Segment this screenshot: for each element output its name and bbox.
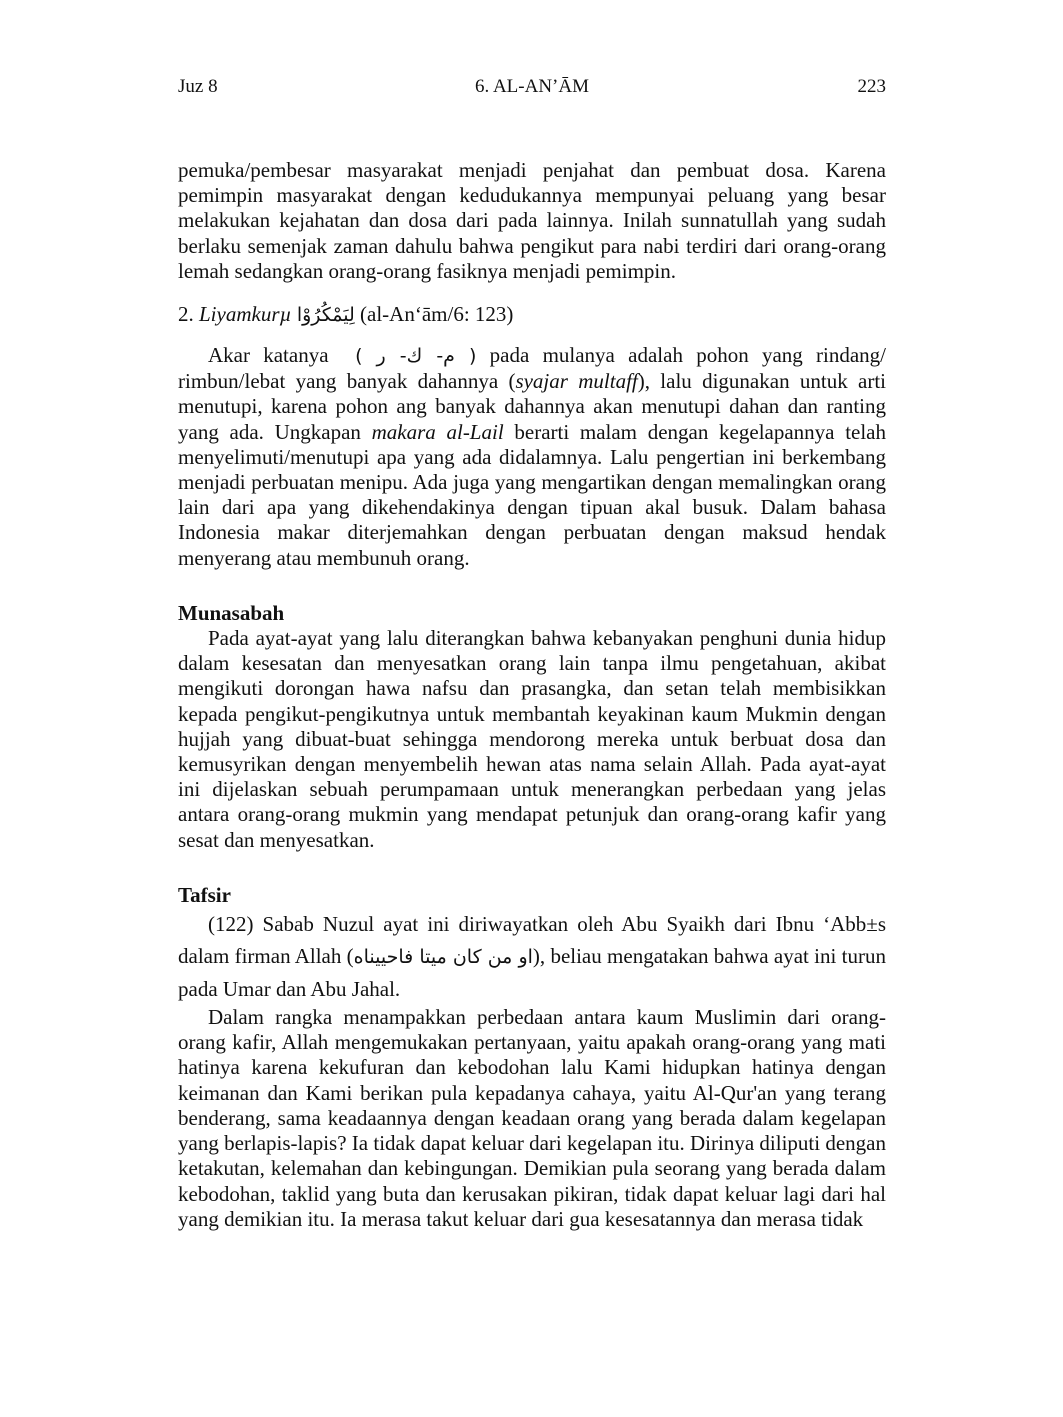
paragraph-continued: pemuka/pembesar masyarakat menjadi penjahat dan pembuat dosa. Karena pemimpin masyarakat dengan kedudukannya mempunyai peluang yang besar melakukan kejahatan dan dosa dari pada lainnya. Inilah sunnatullah yang sudah berlaku semenjak zaman dahulu bahwa pengikut para nabi terdiri dari orang-orang lemah sedangkan orang-orang fasiknya menjadi pemimpin. [178,158,886,283]
text-segment: (122) Sabab Nuzul ayat ini diriwayatkan oleh Abu Syaikh dari Ibnu ‘Abb±s dalam firman Allah ( [178,912,886,969]
tafsir-paragraph-1 [178,908,886,1005]
munasabah-paragraph: Pada ayat-ayat yang lalu diterangkan bahwa kebanyakan penghuni dunia hidup dalam kesesatan dan menyesatkan orang lain tanpa ilmu pengetahuan, akibat mengikuti dorongan hawa nafsu dan prasangka, dan setan telah membisikkan kepada pengikut-pengikutnya untuk membantah keyakinan kaum Mukmin dengan hujjah yang dibuat-buat sehingga mendorong mereka untuk berbuat dosa dan kemusyrikan dengan menyembelih hewan atas nama selain Allah. Pada ayat-ayat ini dijelaskan sebuah perumpamaan untuk menerangkan perbedaan yang jelas antara orang-orang mukmin yang mendapat petunjuk dan orang-orang kafir yang sesat dan menyesatkan. [178,626,886,852]
item-term: Liyamkurµ [199,302,292,327]
text-segment: pada mulanya adalah pohon yang rindang/ rimbun/lebat yang banyak dahannya ( [178,343,887,394]
text-segment: ), lalu digunakan untuk arti menutupi, karena pohon ang banyak dahannya akan menutupi dahan dan ranting yang ada. Ungkapan [178,369,886,444]
item-reference: (al-An‘ām/6: 123) [360,302,514,327]
italic-term: makara al-Lail [371,419,504,444]
text-segment: Akar katanya [208,343,329,368]
juz-label: Juz 8 [178,76,218,97]
italic-term: syajar multaff [515,369,638,394]
tafsir-paragraph-2: Dalam rangka menampakkan perbedaan antara kaum Muslimin dari orang-orang kafir, Allah mengemukakan pertanyaan, yaitu apakah orang-orang yang mati hatinya karena kekufuran dan kebodohan lalu Kami hidupkan hatinya dengan keimanan dan Kami berikan pula kepadanya cahaya, yaitu Al-Qur'an yang terang benderang, sama keadaannya dengan keadaan orang yang berada dalam kegelapan yang berlapis-lapis? Ia tidak dapat keluar dari kegelapan itu. Dirinya diliputi dengan ketakutan, kelemahan dan kebingungan. Demikian pula seorang yang berada dalam kebodohan, taklid yang buta dan kerusakan pikiran, tidak dapat keluar lagi dari hal yang demikian itu. Ia merasa takut keluar dari gua kesesatannya dan merasa tidak [178,1005,886,1231]
chapter-title: 6. AL-AN’ĀM [475,76,589,97]
running-header [178,76,886,102]
arabic-root: ( م- ك- ر ) [355,345,477,368]
arabic-verse: او من كان ميتا فاحييناه [353,946,533,969]
vocabulary-item-2 [178,300,886,329]
item-arabic: لِيَمْكُرُوْا [296,304,355,327]
text-segment: berarti malam dengan kegelapannya telah menyelimuti/menutupi apa yang ada didalamnya. Lalu pengertian ini berkembang menjadi perbuatan menipu. Ada juga yang mengartikan dengan memalingkan orang lain dari apa yang dikehendakinya dengan tipuan akal busuk. Dalam bahasa Indonesia makar diterjemahkan dengan perbuatan dengan maksud hendak menyerang atau membunuh orang. [178,419,886,570]
text-segment: ), beliau mengatakan bahwa ayat ini turun pada Umar dan Abu Jahal. [178,944,886,1002]
paragraph-root-word [178,343,886,571]
page-number: 223 [857,76,886,97]
section-heading-munasabah: Munasabah [178,600,285,625]
section-heading-tafsir: Tafsir [178,882,231,907]
item-number: 2. [178,302,194,327]
page-body [178,158,886,1232]
